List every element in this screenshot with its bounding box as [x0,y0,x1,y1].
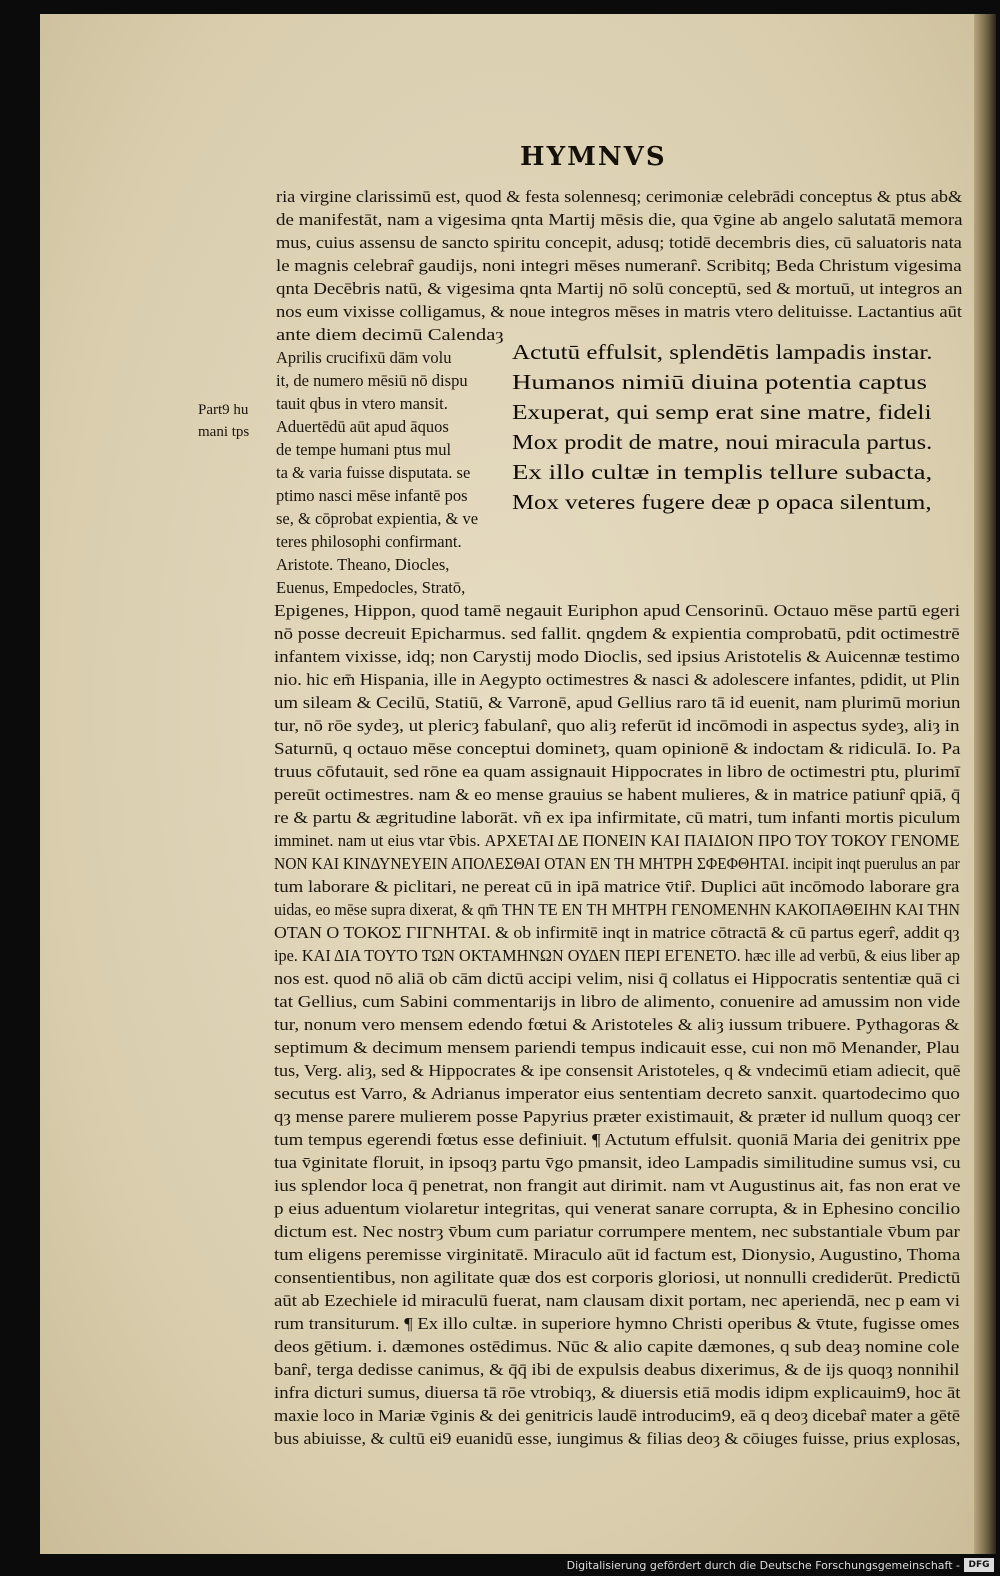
dfg-logo: DFG [964,1558,994,1572]
text-line: deos gētium. i. dæmones ostēdimus. Nūc & alio capite dæmones, q sub deaȝ nomine cole [274,1337,960,1356]
text-line: Aprilis crucifixū dām volu [276,348,452,367]
text-line: ria virgine clarissimū est, quod & festa solennesq; cerimoniæ celebrādi conceptus & ptus ab& [276,187,963,206]
verse-line: Humanos nimiū diuina potentia captus [512,370,928,394]
text-line: nio. hic em̄ Hispania, ille in Aegypto octimestres & nasci & adolescere infantes, pdidit, ut Plin [274,670,960,689]
text-line: tum tempus egerendi fœtus esse definiuit. ¶ Actutum effulsit. quoniā Maria dei genitrix ppe [274,1130,961,1149]
text-line: ipe. ΚΑΙ ΔΙΑ ΤΟΥΤΟ ΤΩΝ ΟΚΤΑΜΗΝΩΝ ΟΥΔΕΝ ΠΕΡΙ ΕΓΕΝΕΤΟ. hæc ille ad verbū, & eius liber ap [274,946,960,965]
text-line: p eius aduentum violaretur integritas, qui venerat sanare corrupta, & in Ephesino concilio [274,1199,961,1218]
text-line: infantem vixisse, idq; non Carystij modo Dioclis, sed ipsius Aristotelis & Auicennæ testimo [274,647,960,666]
text-line: tat Gellius, cum Sabini commentarijs in libro de alimento, conuenire ad amussim non vide [274,992,961,1011]
verse-line: Exuperat, qui semp erat sine matre, fideli [512,400,932,424]
text-line: bus abiuisse, & cultū ei9 euanidū esse, iungimus & filias deoȝ & cōiuges fuisse, prius explosas, [274,1429,961,1448]
text-line: truus cōfutauit, sed rōne ea quam assignauit Hippocrates in libro de octimestri ptu, plurimī [274,762,961,781]
text-line: Aristote. Theano, Diocles, [276,555,450,574]
text-line: ante diem decimū Calendaȝ [276,325,504,344]
text-line: Epigenes, Hippon, quod tamē negauit Euriphon apud Censorinū. Octauo mēse partū egeri [274,601,961,620]
text-line: nos est. quod nō aliā ob cām dictū accipi velim, nisi q̄ collatus ei Hippocratis sententiæ quā ci [274,969,961,988]
verse-line: Mox prodit de matre, noui miracula partus. [512,430,933,454]
text-line: Saturnū, q octauo mēse conceptui dominetȝ, quam opinionē & indoctam & ridiculā. Io. Pa [274,739,961,758]
text-line: pereūt octimestres. nam & eo mense grauius se habent mulieres, & in matrice patiunȓ qpiā, q̄ [274,785,961,804]
text-line: le magnis celebraȓ gaudijs, noni integri mēses numeranȓ. Scribitq; Beda Christum vigesima [276,256,962,275]
text-line: Euenus, Empedocles, Stratō, [276,578,466,597]
text-line: tauit qbus in vtero mansit. [276,394,448,413]
text-line: de manifestāt, nam a vigesima qnta Martij mēsis die, qua v̄gine ab angelo salutatā memora [276,210,963,229]
text-line: tur, nonum vero mensem edendo fœtui & Aristoteles & aliȝ iussum tribuere. Pythagoras & [274,1015,960,1034]
footer-bar [0,1556,1000,1576]
text-line: aūt ab Ezechiele id miraculū fuerat, nam clausam dixit portam, nec aperiendā, nec p eam vi [274,1291,960,1310]
verse-line: Actutū effulsit, splendētis lampadis instar. [512,340,933,364]
text-line: de tempe humani ptus mul [276,440,452,459]
text-line: ptimo nasci mēse infantē pos [276,486,468,505]
text-line: qȝ mense parere mulierem posse Papyrius præter existimauit, & præter id nullum quoqȝ cer [274,1107,961,1126]
text-line: tua v̄ginitate floruit, in ipsoqȝ partu v̄go pmansit, ideo Lampadis similitudine sumus vsi, cu [274,1153,961,1172]
text-line: ius splendor loca q̄ penetrat, non frangit aut dirimit. nam vt Augustinus ait, fas non erat ve [274,1176,961,1195]
text-line: secutus est Varro, & Adrianus imperator eius sententiam decreto sanxit. quartodecimo quo [274,1084,960,1103]
margin-note-line: Part9 hu [198,402,249,418]
verse-line: Mox veteres fugere deæ p opaca silentum, [512,490,932,514]
text-line: uidas, eo mēse supra dixerat, & qm̄ ΤΗΝ ΤΕ ΕΝ ΤΗ ΜΗΤΡΗ ΓΕΝΟΜΕΝΗΝ ΚΑΚΟΠΑΘΕΙΗΝ ΚΑΙ ΤΗΝ [274,900,961,919]
text-line: imminet. nam ut eius vtar v̄bis. ΑΡΧΕΤΑΙ ΔΕ ΠΟΝΕΙΝ ΚΑΙ ΠΑΙΔΙΟΝ ΠΡΟ ΤΟΥ ΤΟΚΟΥ ΓΕΝΟΜΕ [274,831,960,850]
text-line: rum transiturum. ¶ Ex illo cultæ. in superiore hymno Christi operibus & v̄tute, fugisse omes [274,1314,960,1333]
text-line: teres philosophi confirmant. [276,532,462,551]
text-line: tur, nō rōe sydeȝ, ut plericȝ fabulanȓ, quo aliȝ referūt id incōmodi in aspectus sydeȝ, aliȝ in [274,716,960,735]
text-line: tum laborare & piclitari, ne pereat cū in ipā matrice v̄tiȓ. Duplici aūt incōmodo laborare gra [274,877,960,896]
page-edge [974,14,996,1554]
text-line: mus, cuius assensu de sancto spiritu concepit, adusq; totidē decembris dies, cū saluatoris nata [276,233,962,252]
text-line: nos eum vixisse colligamus, & noue integros mēses in matris vtero delituisse. Lactantius aūt [276,302,963,321]
text-line: nō posse decreuit Epicharmus. sed fallit. qngdem & expientia comprobatū, pdit octimestrē [274,624,960,643]
footer-credit: Digitalisierung gefördert durch die Deutsche Forschungsgemeinschaft - [566,1559,960,1572]
running-head: HYMNVS [520,142,667,172]
text-line: se, & cōprobat expientia, & ve [276,509,479,528]
text-line: septimum & decimum mensem pariendi tempus indicauit esse, cui non mō Menander, Plau [274,1038,960,1057]
text-line: re & partu & ægritudine laborāt. vñ ex ipa infirmitate, cū matri, tum infanti mortis piculum [274,808,961,827]
text-line: um sileam & Cecilū, Statiū, & Varronē, apud Gellius raro tā id euenit, nam plurimū moriun [274,693,961,712]
text-line: ΝΟΝ ΚΑΙ ΚΙΝΔΥΝΕΥΕΙΝ ΑΠΟΛΕΣΘΑΙ ΟΤΑΝ ΕΝ ΤΗ ΜΗΤΡΗ ΣΦΕΦΘΗΤΑΙ. incipit inqt puerulus an par [274,854,960,873]
verse-line: Ex illo cultæ in templis tellure subacta, [512,460,933,484]
text-line: it, de numero mēsiū nō dispu [276,371,468,390]
text-line: infra dicturi sumus, diuersa tā rōe vtrobiqȝ, & diuersis etiā modis idipm explicauim9, hoc āt [274,1383,961,1402]
text-line: banȓ, terga dedisse canimus, & q̄q̄ ibi de expulsis deabus dixerimus, & de ijs quoqȝ nonnihil [274,1360,960,1379]
text-line: Aduertēdū aūt apud āquos [276,417,449,436]
margin-note-line: mani tps [198,424,250,440]
text-line: tus, Verg. aliȝ, sed & Hippocrates & ipe consensit Aristoteles, q & vndecimū etiam adiecit, quē [274,1061,961,1080]
text-line: ΟΤΑΝ Ο ΤΟΚΟΣ ΓΙΓΝΗΤΑΙ. & ob infirmitē inqt in matrice cōtractā & cū partus egerȓ, addit qȝ [274,923,960,942]
text-line: consentientibus, non agilitate quæ dos est corporis gloriosi, ut nonnulli crediderūt. Predictū [274,1268,961,1287]
text-line: tum eligens peremisse virginitatē. Miraculo aūt id factum est, Dionysio, Augustino, Thoma [274,1245,961,1264]
text-line: ta & varia fuisse disputata. se [276,463,471,482]
text-line: qnta Decēbris natū, & vigesima qnta Martij nō solū conceptū, sed & mortuū, ut integros an [276,279,963,298]
text-line: maxie loco in Mariæ v̄ginis & dei genitricis laudē introducim9, eā q deoȝ dicebaȓ mater a gētē [274,1406,961,1425]
text-line: dictum est. Nec nostrȝ v̄bum cum pariatur corrumpere mentem, nec substantiale v̄bum par [274,1222,960,1241]
